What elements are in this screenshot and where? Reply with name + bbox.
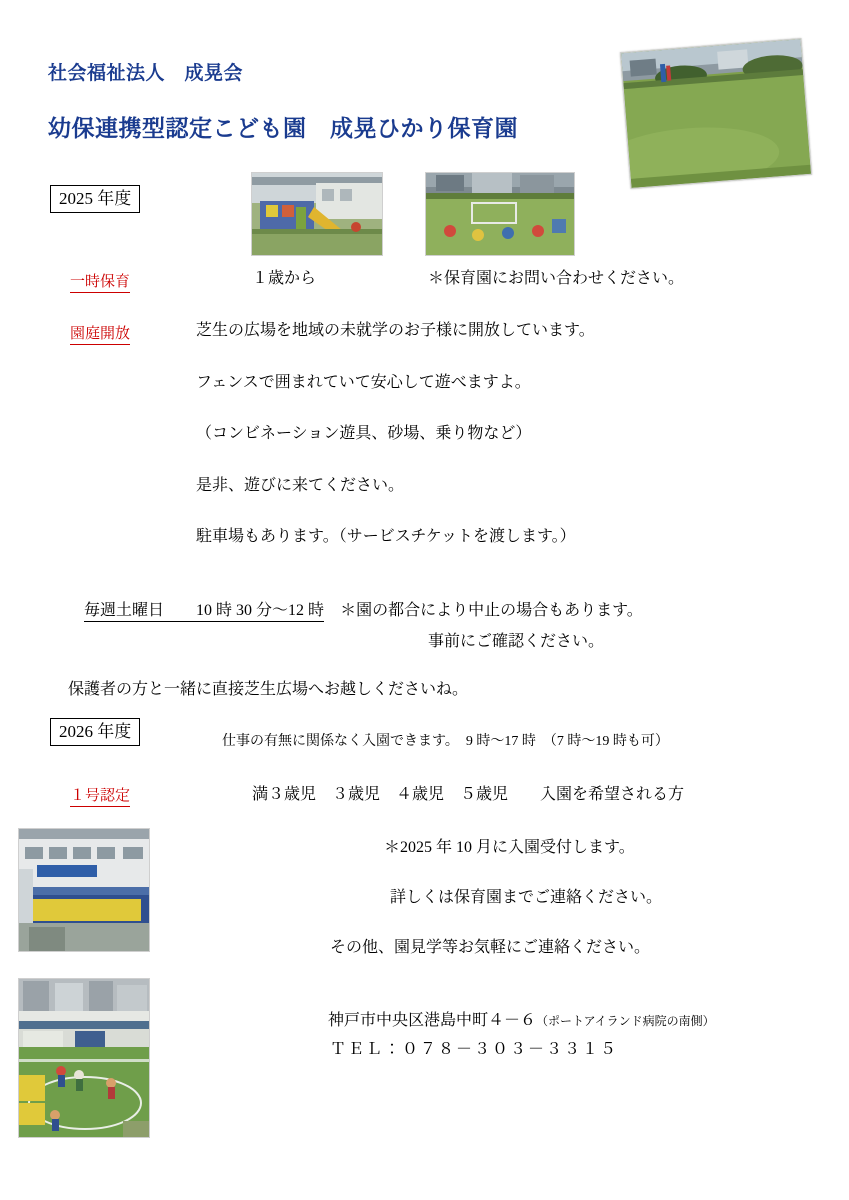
organization-name: 社会福祉法人 成晃会 [48, 63, 244, 84]
open-yard-line-1: 芝生の広場を地域の未就学のお子様に開放しています。 [196, 322, 595, 339]
photo-field [425, 172, 575, 256]
schedule-time: 10 時 30 分〜12 時 [196, 602, 324, 622]
contact-address-note: （ポートアイランド病院の南側） [536, 1013, 715, 1028]
tag-type-1-certification: １号認定 [70, 784, 130, 807]
temporary-care-age: １歳から [252, 270, 317, 287]
type-1-line-2: 詳しくは保育園までご連絡ください。 [390, 889, 663, 906]
guardian-note: 保護者の方と一緒に直接芝生広場へお越しくださいね。 [68, 681, 469, 698]
contact-telephone: ＴＥＬ：０７８－３０３－３３１５ [330, 1041, 619, 1058]
tag-open-yard: 園庭開放 [70, 322, 130, 345]
open-yard-line-3: （コンビネーション遊具、砂場、乗り物など） [196, 425, 532, 442]
tag-temporary-care: 一時保育 [70, 270, 130, 293]
open-yard-line-2: フェンスで囲まれていて安心して遊べますよ。 [196, 374, 531, 391]
temporary-care-note: ＊保育園にお問い合わせください。 [428, 270, 685, 287]
type-1-ages: 満３歳児 ３歳児 ４歳児 ５歳児 入園を希望される方 [252, 786, 685, 803]
year-2026-headline: 仕事の有無に関係なく入園できます。 9 時〜17 時 （7 時〜19 時も可） [222, 734, 669, 749]
schedule-day: 毎週土曜日 [84, 602, 164, 622]
photo-playground [251, 172, 383, 256]
photo-lawn [620, 38, 812, 189]
photo-yard [18, 978, 150, 1138]
year-label-2026: 2026 年度 [50, 718, 140, 746]
type-1-line-3: その他、園見学等お気軽にご連絡ください。 [330, 939, 651, 956]
year-label-2025: 2025 年度 [50, 185, 140, 213]
contact-address: 神戸市中央区港島中町４－６ [328, 1011, 537, 1029]
page-title: 幼保連携型認定こども園 成晃ひかり保育園 [48, 116, 518, 141]
schedule-note-2: 事前にご確認ください。 [428, 633, 605, 650]
type-1-line-1: ＊2025 年 10 月に入園受付します。 [384, 839, 635, 856]
schedule-note: ＊園の都合により中止の場合もあります。 [340, 601, 643, 619]
open-yard-line-5: 駐車場もあります。（サービスチケットを渡します。） [196, 528, 576, 545]
photo-building [18, 828, 150, 952]
open-yard-line-4: 是非、遊びに来てください。 [196, 477, 405, 494]
